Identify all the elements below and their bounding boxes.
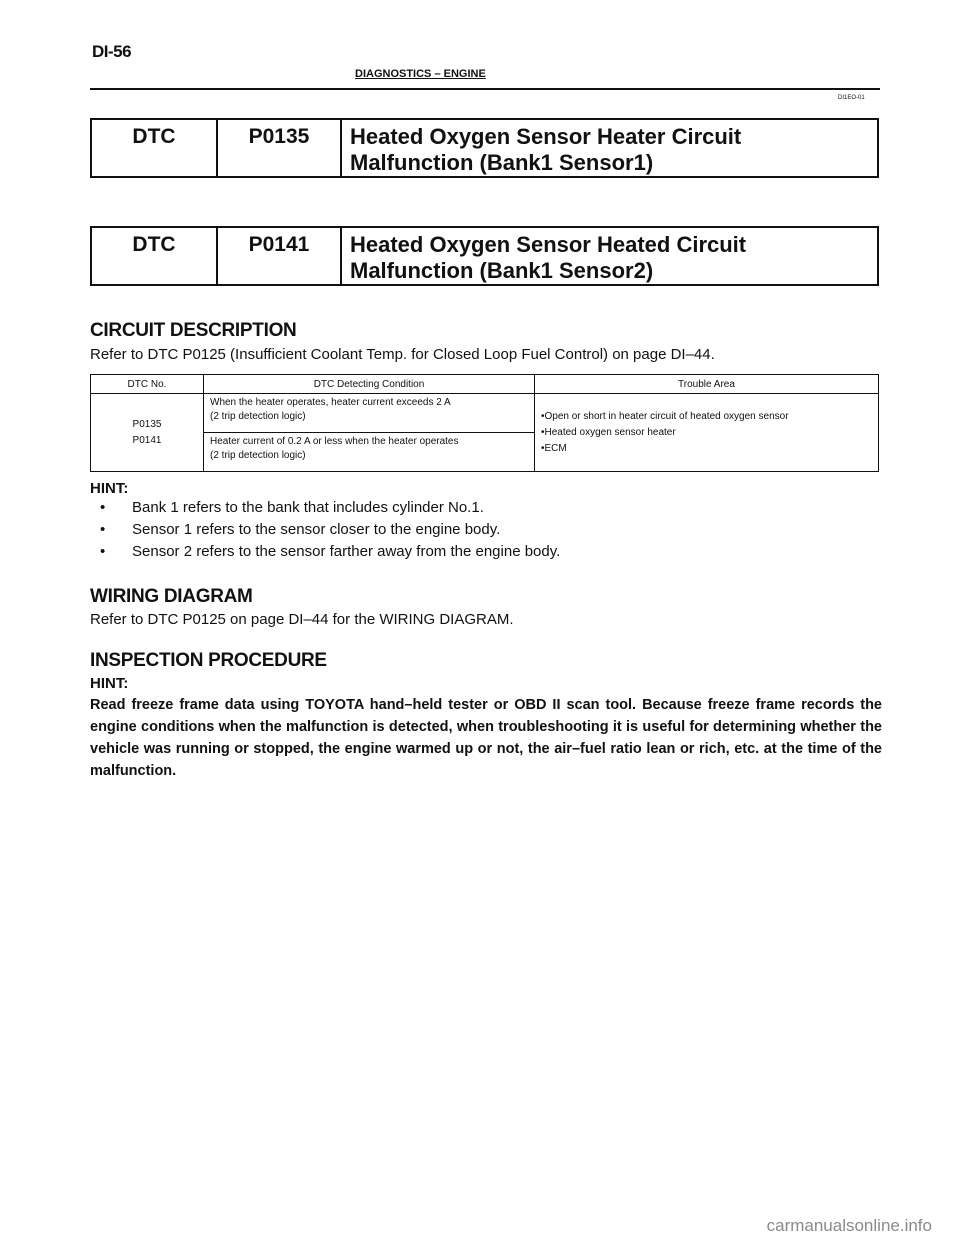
table-row: [91, 394, 879, 433]
trouble-area-cell: [535, 394, 879, 472]
reference-code: DI1EO-01: [838, 95, 865, 101]
trouble-area-item: •Heated oxygen sensor heater: [541, 426, 676, 438]
wiring-diagram-heading: WIRING DIAGRAM: [90, 586, 253, 607]
dtc-code: P0141: [218, 228, 342, 284]
inspection-text: Read freeze frame data using TOYOTA hand–held tester or OBD II scan tool. Because freeze frame records the engine conditions when the malfunction is detected, when troubleshooting it is useful for determining whether the vehicle was running or stopped, the engine warmed up or not, the air–fuel ratio lean or rich, etc. at the time of the malfunction.: [90, 697, 882, 779]
circuit-description-text: Refer to DTC P0125 (Insufficient Coolant Temp. for Closed Loop Fuel Control) on page DI–44.: [90, 346, 715, 363]
dtc-code-p0141: P0141: [132, 434, 162, 446]
dtc-codes-cell: [91, 394, 204, 472]
hint-label: HINT:: [90, 480, 129, 497]
circuit-description-heading: CIRCUIT DESCRIPTION: [90, 320, 297, 341]
dtc-label: DTC: [92, 228, 218, 284]
hint-list: [100, 497, 560, 563]
condition-cell: [204, 433, 535, 472]
section-header-title: DIAGNOSTICS – ENGINE: [355, 68, 486, 80]
dtc-title-line2: Malfunction (Bank1 Sensor2): [350, 258, 654, 283]
list-item: • Sensor 2 refers to the sensor farther away from the engine body.: [100, 541, 560, 563]
list-item: • Bank 1 refers to the bank that includes cylinder No.1.: [100, 497, 560, 519]
table-header: DTC No.: [91, 375, 204, 394]
trouble-area-item: •Open or short in heater circuit of heated oxygen sensor: [541, 410, 789, 422]
table-header: DTC Detecting Condition: [204, 375, 535, 394]
dtc-box-p0135: [90, 118, 879, 178]
condition-cell: [204, 394, 535, 433]
watermark: carmanualsonline.info: [766, 1216, 932, 1235]
condition-line: (2 trip detection logic): [210, 450, 306, 461]
dtc-title: [342, 120, 877, 176]
dtc-title-line1: Heated Oxygen Sensor Heater Circuit: [350, 124, 742, 149]
list-item: • Sensor 1 refers to the sensor closer to the engine body.: [100, 519, 560, 541]
inspection-heading: INSPECTION PROCEDURE: [90, 650, 327, 671]
condition-line: (2 trip detection logic): [210, 411, 306, 422]
condition-line: When the heater operates, heater current exceeds 2 A: [210, 397, 451, 408]
condition-line: Heater current of 0.2 A or less when the heater operates: [210, 436, 459, 447]
table-header-row: [91, 375, 879, 394]
trouble-area-item: •ECM: [541, 442, 567, 454]
dtc-label: DTC: [92, 120, 218, 176]
dtc-title: [342, 228, 877, 284]
table-header: Trouble Area: [535, 375, 879, 394]
page-number: DI-56: [92, 42, 132, 61]
dtc-code-p0135: P0135: [132, 418, 162, 430]
dtc-table: [90, 374, 879, 472]
dtc-title-line1: Heated Oxygen Sensor Heated Circuit: [350, 232, 747, 257]
dtc-title-line2: Malfunction (Bank1 Sensor1): [350, 150, 654, 175]
dtc-code: P0135: [218, 120, 342, 176]
wiring-diagram-text: Refer to DTC P0125 on page DI–44 for the WIRING DIAGRAM.: [90, 611, 514, 628]
header-rule: [90, 88, 880, 90]
inspection-hint-label: HINT:: [90, 675, 129, 692]
dtc-box-p0141: [90, 226, 879, 286]
